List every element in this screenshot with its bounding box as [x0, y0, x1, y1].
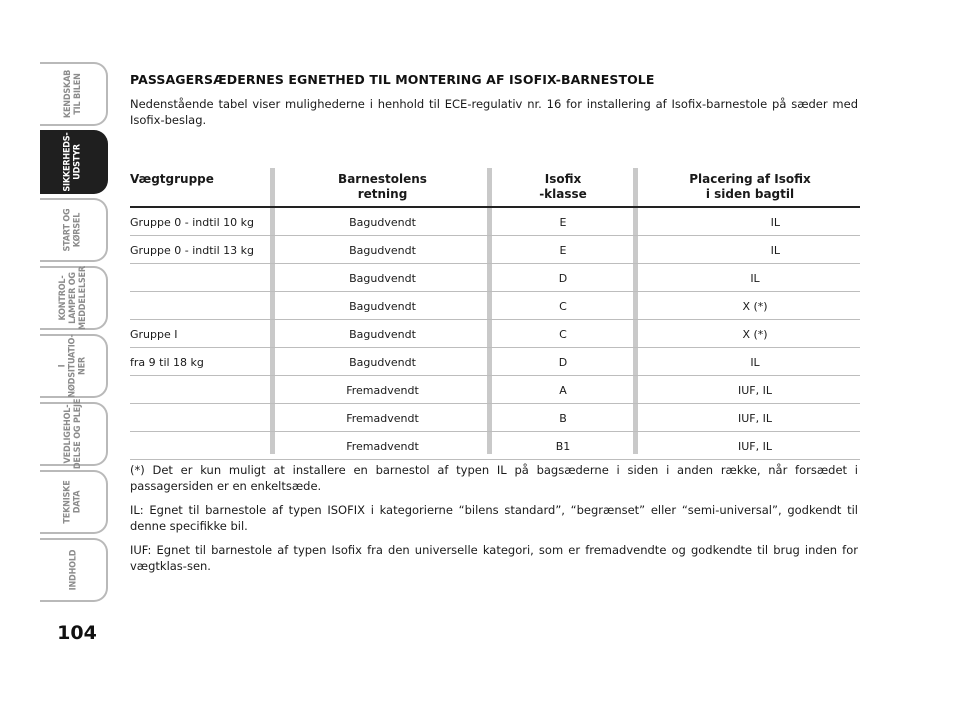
- tab-label: SIKKERHEDS- UDSTYR: [63, 132, 83, 192]
- cell-direction: Bagudvendt: [349, 300, 416, 313]
- cell-placement: IL: [770, 216, 780, 229]
- cell-class: B: [559, 412, 567, 425]
- cell-class: E: [559, 216, 567, 229]
- cell-class: E: [559, 244, 567, 257]
- cell-weight: Gruppe 0 - indtil 13 kg: [130, 244, 254, 257]
- tab-kendskab-til-bilen[interactable]: [40, 62, 108, 126]
- header-placement: Placering af Isofix i siden bagtil: [689, 172, 811, 201]
- cell-class: D: [558, 272, 568, 285]
- cell-direction: Fremadvendt: [346, 384, 419, 397]
- footnotes: [130, 462, 858, 582]
- cell-placement: IUF, IL: [738, 384, 772, 397]
- table-row: [130, 404, 860, 432]
- header-class: Isofix -klasse: [539, 172, 587, 201]
- cell-direction: Bagudvendt: [349, 216, 416, 229]
- cell-direction: Bagudvendt: [349, 244, 416, 257]
- cell-placement: IL: [770, 244, 780, 257]
- tab-label: KONTROL- LAMPER OG MEDDELELSER: [57, 266, 88, 330]
- table-row: [130, 236, 860, 264]
- cell-weight: Gruppe I: [130, 328, 178, 341]
- cell-direction: Fremadvendt: [346, 412, 419, 425]
- cell-class: D: [558, 356, 568, 369]
- header-direction: Barnestolens retning: [338, 172, 427, 201]
- cell-class: C: [559, 328, 567, 341]
- cell-placement: IUF, IL: [738, 440, 772, 453]
- cell-weight: fra 9 til 18 kg: [130, 356, 204, 369]
- cell-class: B1: [555, 440, 571, 453]
- tab-vedligeholdelse[interactable]: [40, 398, 108, 470]
- cell-direction: Bagudvendt: [349, 356, 416, 369]
- table-row: [130, 292, 860, 320]
- tab-label: KENDSKAB TIL BILEN: [62, 69, 83, 119]
- cell-class: C: [559, 300, 567, 313]
- table-row: [130, 432, 860, 460]
- cell-placement: IL: [750, 272, 760, 285]
- tab-sikkerhedsudstyr[interactable]: [40, 130, 108, 194]
- cell-placement: X (*): [742, 328, 768, 341]
- footnote-asterisk: (*) Det er kun muligt at installere en barnestol af typen IL på bagsæderne i siden i anden række, når forsædet i passagersiden er en enkeltsæde.: [130, 463, 858, 493]
- page-number: 104: [57, 622, 97, 644]
- tab-start-og-korsel[interactable]: [40, 198, 108, 262]
- cell-class: A: [559, 384, 567, 397]
- footnote-il: IL: Egnet til barnestole af typen ISOFIX i kategorierne “bilens standard”, “begrænset” eller “semi-universal”, godkendt til denne specifikke bil.: [130, 503, 858, 533]
- cell-placement: IL: [750, 356, 760, 369]
- tab-label: TEKNISKE DATA: [62, 480, 83, 524]
- tab-tekniske-data[interactable]: [40, 470, 108, 534]
- cell-placement: X (*): [742, 300, 768, 313]
- cell-placement: IUF, IL: [738, 412, 772, 425]
- table-row: [130, 320, 860, 348]
- tab-nodsituationer[interactable]: [40, 334, 108, 398]
- table-row: [130, 208, 860, 236]
- cell-direction: Bagudvendt: [349, 328, 416, 341]
- table-row: [130, 376, 860, 404]
- tab-label: VEDLIGEHOL- DELSE OG PLEJE: [63, 398, 83, 470]
- tab-label: INDHOLD: [68, 549, 78, 591]
- cell-direction: Bagudvendt: [349, 272, 416, 285]
- table-row: [130, 348, 860, 376]
- table-header: [130, 168, 860, 208]
- tab-label: START OG KØRSEL: [63, 208, 83, 252]
- cell-direction: Fremadvendt: [346, 440, 419, 453]
- section-heading: PASSAGERSÆDERNES EGNETHED TIL MONTERING AF ISOFIX-BARNESTOLE: [130, 72, 655, 87]
- tab-label: I NØDSITUATIO- NER: [57, 334, 88, 398]
- header-weight: Vægtgruppe: [130, 172, 214, 186]
- tab-indhold[interactable]: [40, 538, 108, 602]
- table-row: [130, 264, 860, 292]
- footnote-iuf: IUF: Egnet til barnestole af typen Isofix fra den universelle kategori, som er fremadvendte og godkendte til brug inden for vægtklas-sen.: [130, 543, 858, 573]
- isofix-table: [130, 168, 860, 460]
- intro-paragraph: Nedenstående tabel viser mulighederne i henhold til ECE-regulativ nr. 16 for installering af Isofix-barnestole på sæder med Isofix-beslag.: [130, 97, 858, 127]
- tab-kontrollamper[interactable]: [40, 266, 108, 330]
- cell-weight: Gruppe 0 - indtil 10 kg: [130, 216, 254, 229]
